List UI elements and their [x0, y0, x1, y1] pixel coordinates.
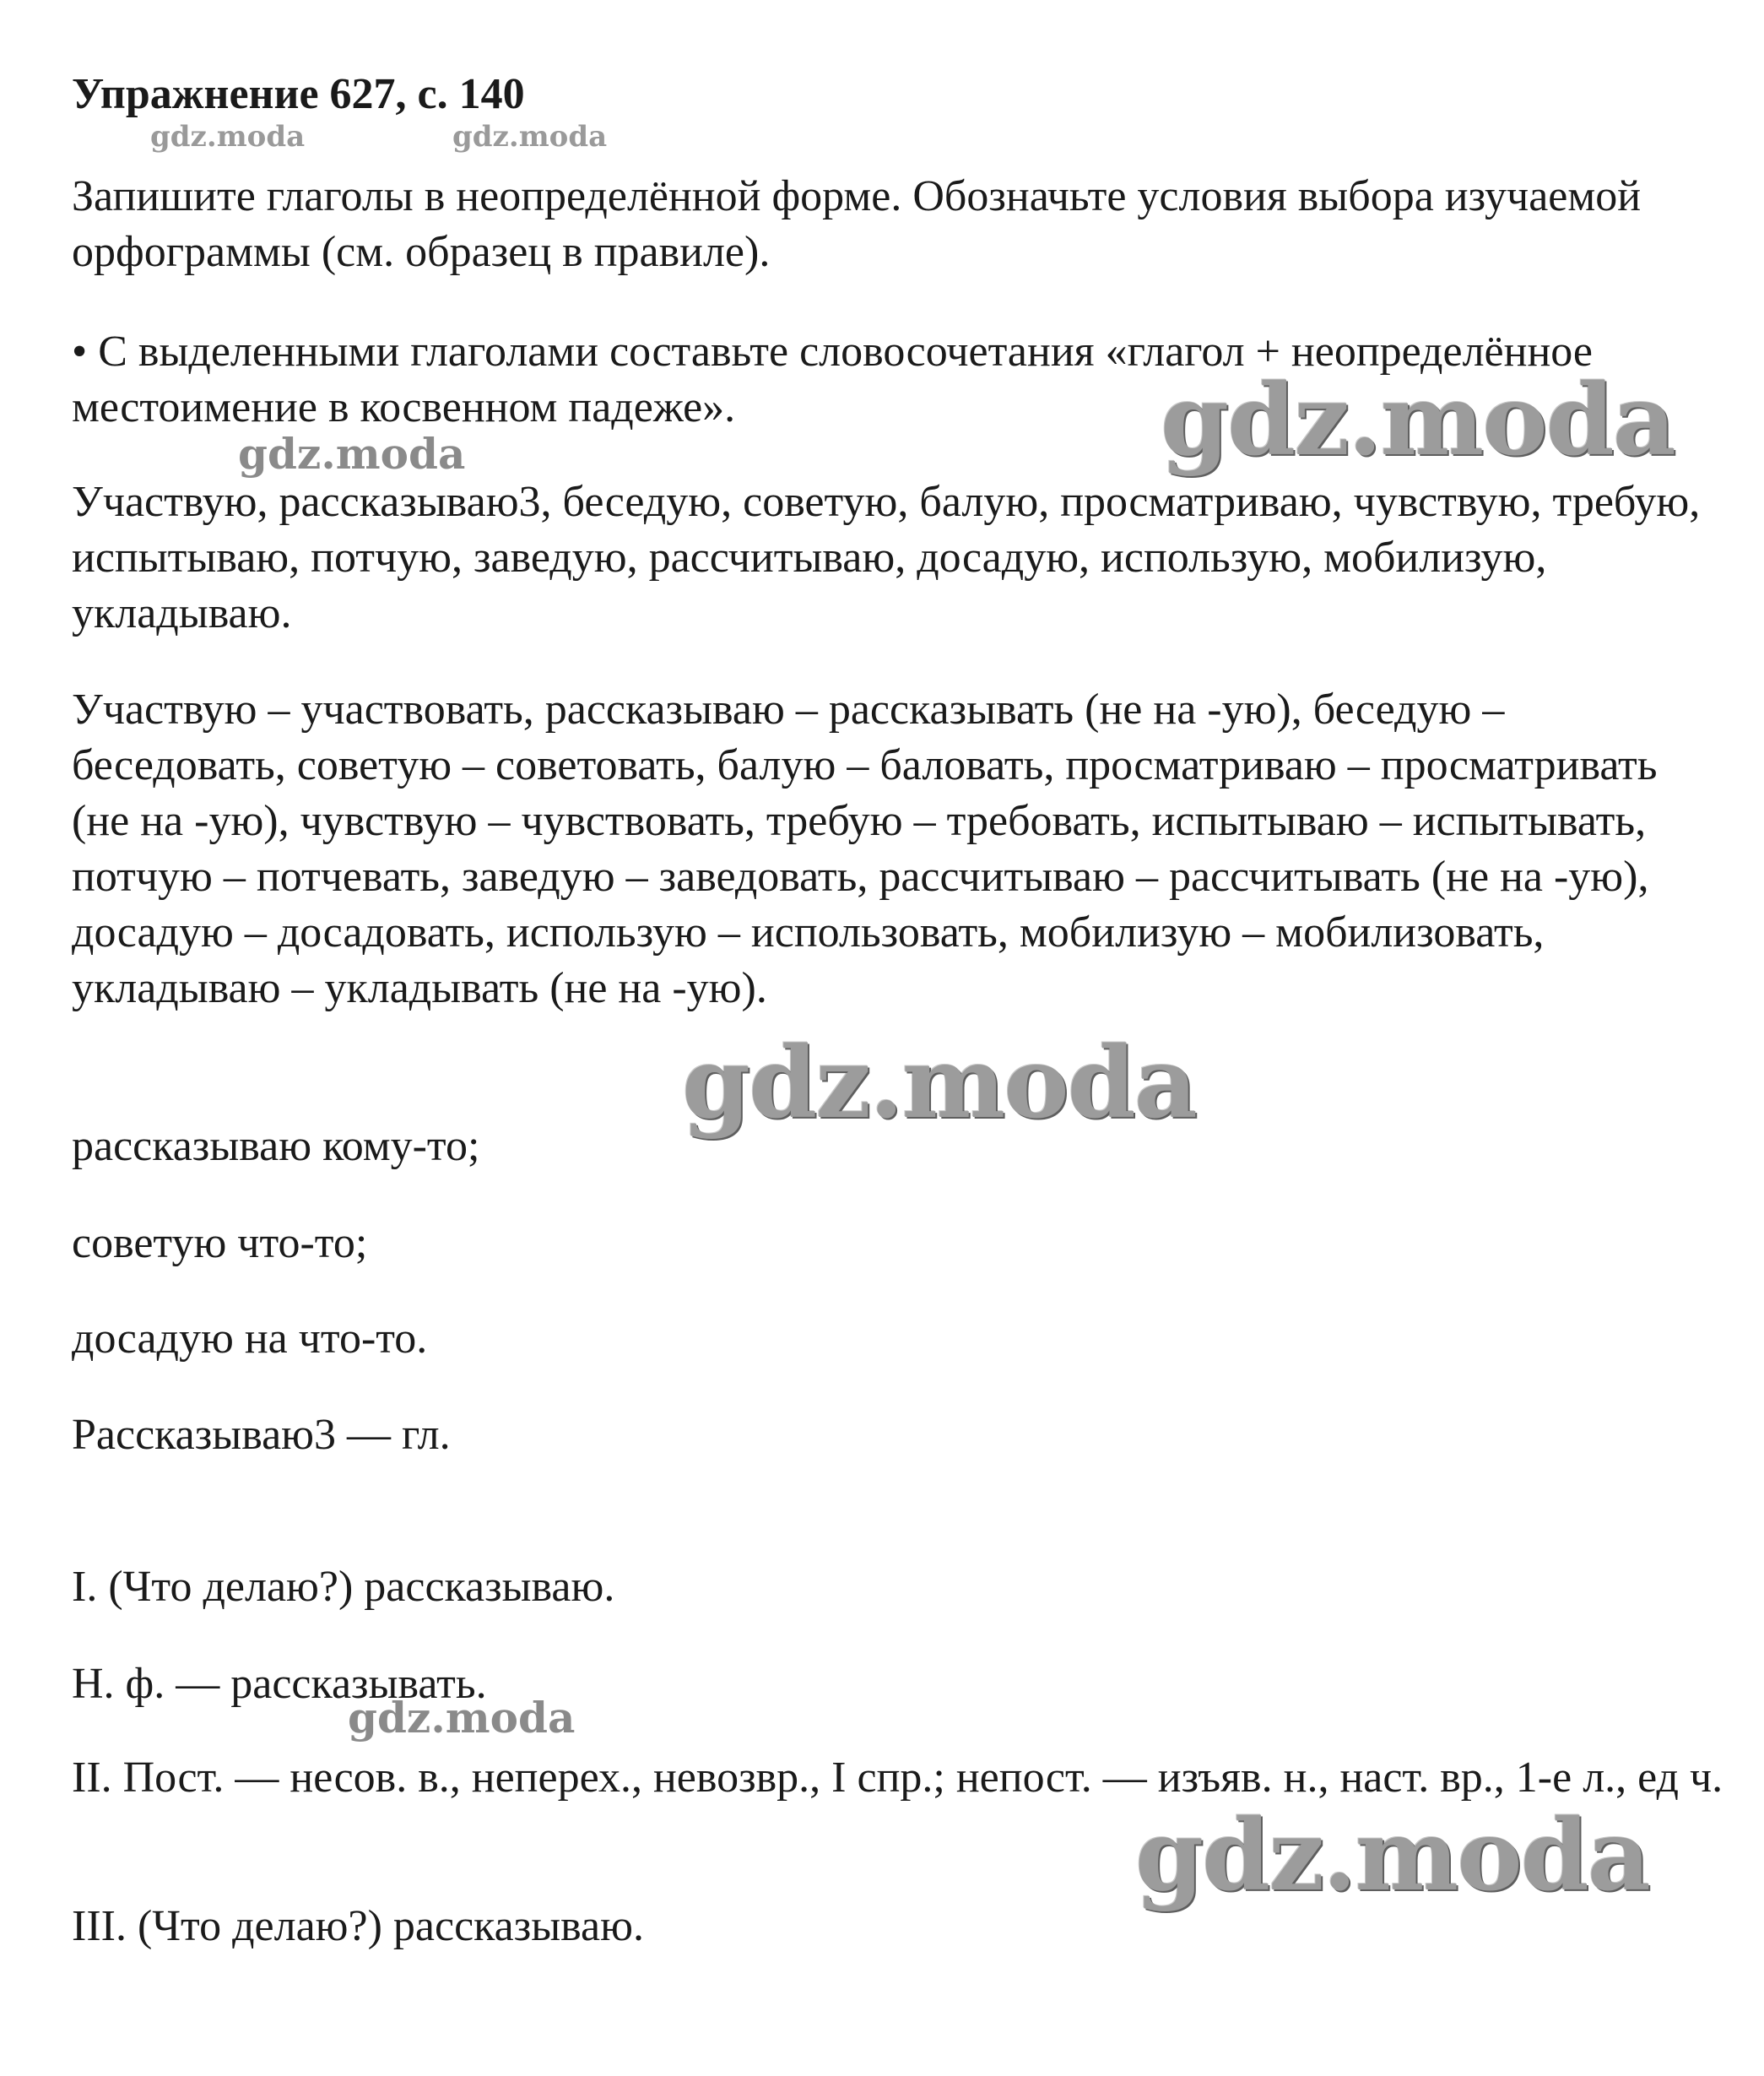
- phrase: досадую на что-то.: [72, 1314, 428, 1363]
- watermark: gdz.moda: [682, 1026, 1196, 1141]
- answer-text: Участвую – участвовать, рассказываю – рассказывать (не на -ую), беседую – беседовать, советую – советовать, балую – баловать, просматриваю – просматривать (не на -ую), чувствую – чувствовать, требую – требовать, испытываю – испытывать, потчую – потчевать, заведую – заведовать, рассчитываю – рассчитывать (не на -ую), досадую – досадовать, использую – использовать, мобилизую – мобилизовать, укладываю – укладывать (не на -ую).: [72, 686, 1658, 1012]
- task-bullet: • С выделенными глаголами составьте словосочетания «глагол + неопределённое местоимение в косвенном падеже».: [72, 328, 1593, 431]
- analysis-part-1: I. (Что делаю?) рассказываю.: [72, 1563, 615, 1611]
- phrase: советую что-то;: [72, 1219, 368, 1267]
- word-list: Участвую, рассказываю3, беседую, советую, балую, просматриваю, чувствую, требую, испытываю, потчую, заведую, рассчитываю, досадую, использую, мобилизую, укладываю.: [72, 478, 1701, 637]
- analysis-part-3: III. (Что делаю?) рассказываю.: [72, 1902, 644, 1950]
- analysis-header: Рассказываю3 — гл.: [72, 1411, 451, 1459]
- task-instruction: Запишите глаголы в неопределённой форме. Обозначьте условия выбора изучаемой орфограммы (см. образец в правиле).: [72, 172, 1642, 276]
- watermark: gdz.moda: [238, 429, 466, 479]
- analysis-part-2: II. Пост. — несов. в., неперех., невозвр., I спр.; непост. — изъяв. н., наст. вр., 1-е л., ед ч.: [72, 1753, 1723, 1802]
- watermark: gdz.moda: [348, 1693, 576, 1743]
- analysis-initial-form: Н. ф. — рассказывать.: [72, 1660, 487, 1708]
- exercise-title: Упражнение 627, с. 140: [72, 70, 525, 118]
- watermark: gdz.moda: [452, 120, 608, 154]
- watermark: gdz.moda: [150, 120, 306, 154]
- watermark: gdz.moda: [1161, 363, 1675, 478]
- watermark: gdz.moda: [1135, 1798, 1649, 1913]
- phrase: рассказываю кому-то;: [72, 1122, 480, 1170]
